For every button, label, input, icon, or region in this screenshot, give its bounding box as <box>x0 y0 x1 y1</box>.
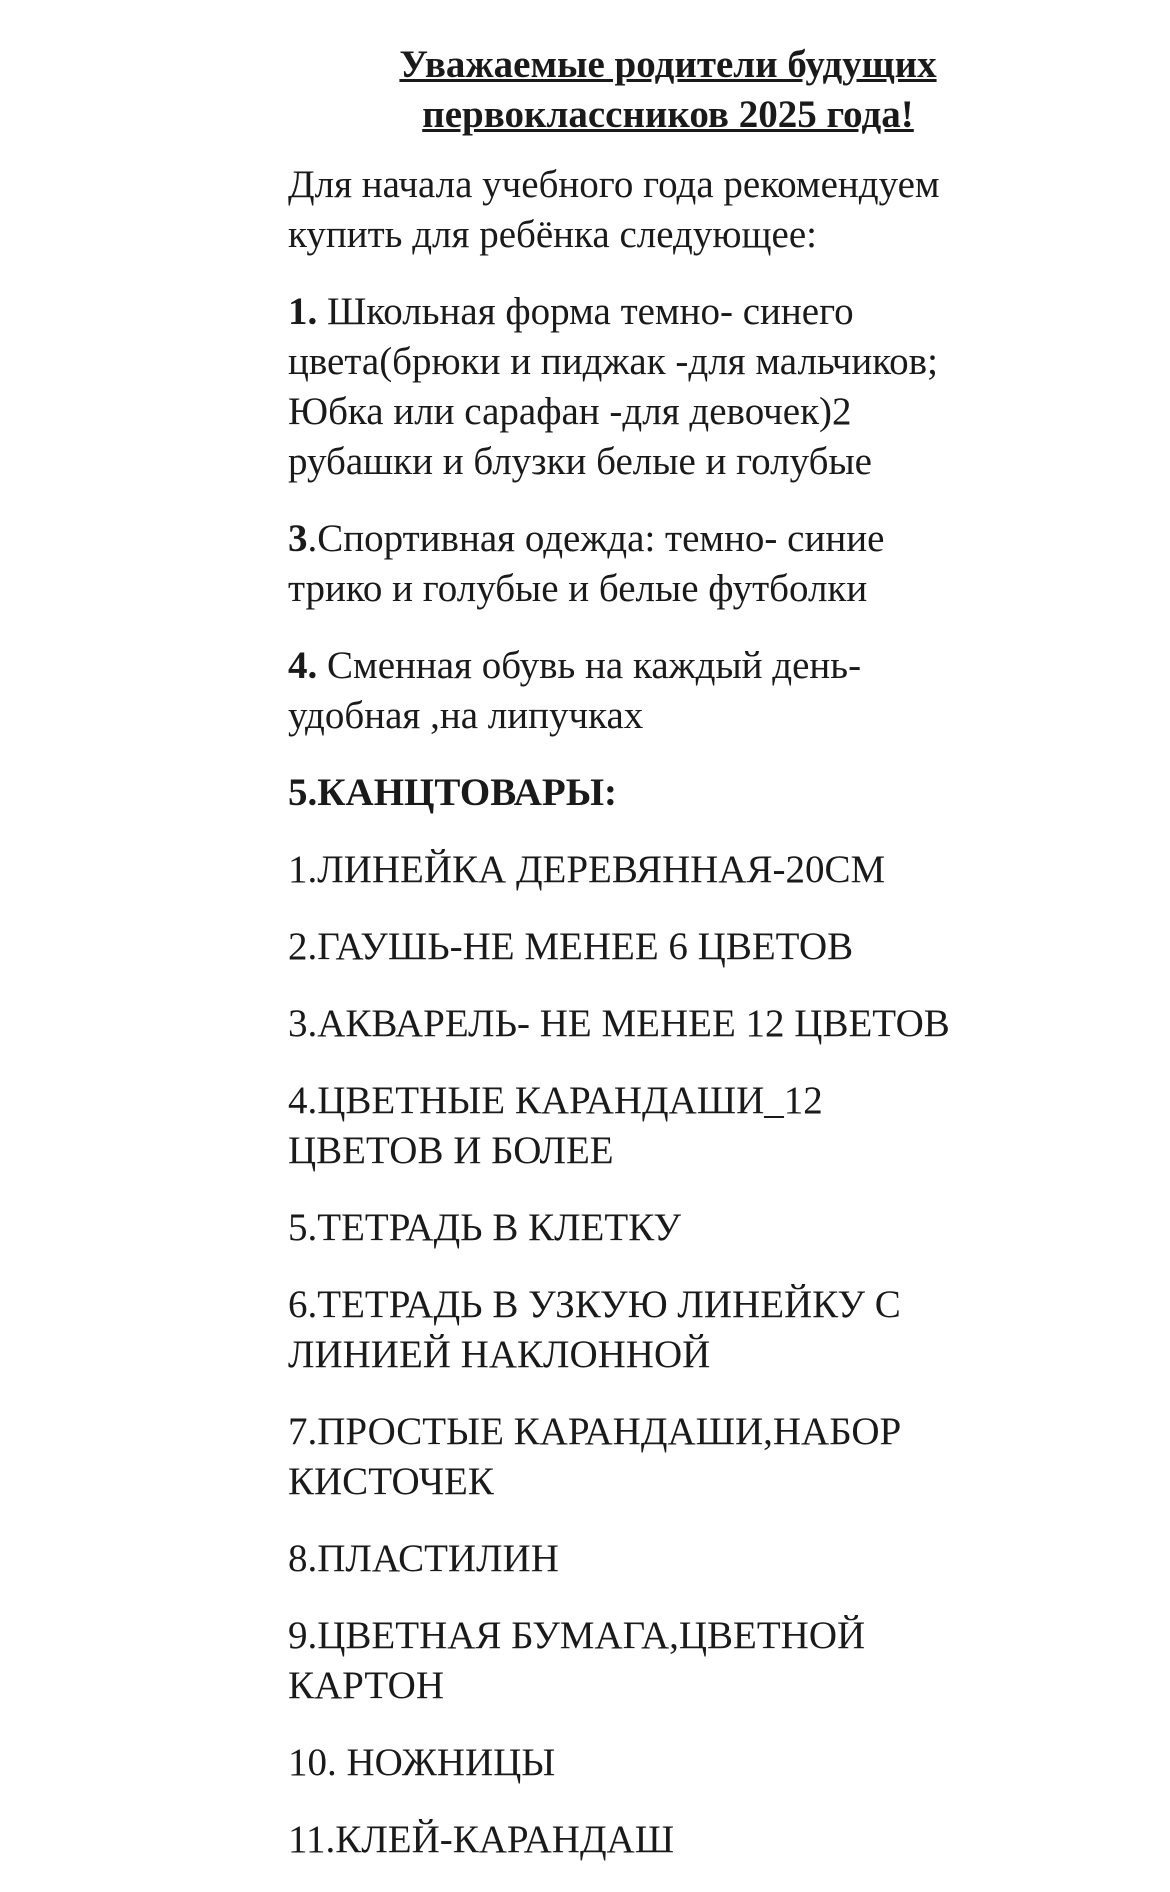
list-item: 10. НОЖНИЦЫ <box>288 1741 556 1784</box>
list-item: 1.ЛИНЕЙКА ДЕРЕВЯННАЯ-20СМ <box>288 848 886 891</box>
list-item: 7.ПРОСТЫЕ КАРАНДАШИ,НАБОР КИСТОЧЕК <box>288 1410 902 1503</box>
list-item: 4.ЦВЕТНЫЕ КАРАНДАШИ_12 ЦВЕТОВ И БОЛЕЕ <box>288 1079 823 1172</box>
list-item: 11.КЛЕЙ-КАРАНДАШ <box>288 1818 675 1861</box>
list-item: 8.ПЛАСТИЛИН <box>288 1537 559 1580</box>
list-item: 9.ЦВЕТНАЯ БУМАГА,ЦВЕТНОЙ КАРТОН <box>288 1614 866 1707</box>
item-text: .Спортивная одежда: темно- синие трико и голубые и белые футболки <box>288 517 885 610</box>
title-line-2: первоклассников 2025 года! <box>422 93 914 136</box>
intro-paragraph: Для начала учебного года рекомендуем купить для ребёнка следующее: <box>288 163 940 256</box>
item-number: 4. <box>288 644 318 687</box>
item-1 <box>288 287 1048 487</box>
document-title <box>288 40 1048 140</box>
list-item: 6.ТЕТРАДЬ В УЗКУЮ ЛИНЕЙКУ С ЛИНИЕЙ НАКЛОННОЙ <box>288 1283 901 1376</box>
stationery-heading: 5.КАНЦТОВАРЫ: <box>288 771 618 814</box>
item-3 <box>288 514 1048 614</box>
list-item: 2.ГАУШЬ-НЕ МЕНЕЕ 6 ЦВЕТОВ <box>288 925 854 968</box>
item-text: Школьная форма темно- синего цвета(брюки и пиджак -для мальчиков; Юбка или сарафан -для девочек)2 рубашки и блузки белые и голубые <box>288 290 938 483</box>
item-4 <box>288 641 1048 741</box>
list-item: 5.ТЕТРАДЬ В КЛЕТКУ <box>288 1206 682 1249</box>
list-item: 3.АКВАРЕЛЬ- НЕ МЕНЕЕ 12 ЦВЕТОВ <box>288 1002 950 1045</box>
document <box>288 40 1048 1892</box>
item-text: Сменная обувь на каждый день- удобная ,на липучках <box>288 644 862 737</box>
item-number: 1. <box>288 290 318 333</box>
item-number: 3 <box>288 517 308 560</box>
stationery-list <box>288 845 1048 1865</box>
title-line-1: Уважаемые родители будущих <box>399 43 937 86</box>
